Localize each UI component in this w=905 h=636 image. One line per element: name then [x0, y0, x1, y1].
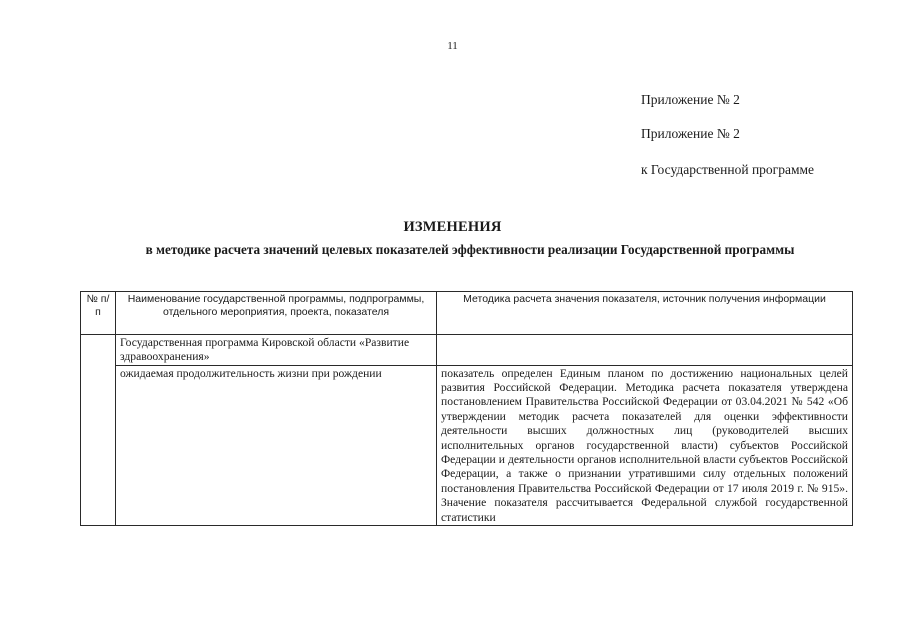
header-method: Методика расчета значения показателя, источник получения информации: [437, 292, 853, 335]
document-title: ИЗМЕНЕНИЯ: [403, 219, 502, 235]
indicator-name-cell: ожидаемая продолжительность жизни при рождении: [116, 365, 437, 525]
changes-table: [80, 291, 853, 526]
appendix-label: Приложение № 2: [641, 92, 740, 107]
program-method-cell: [437, 335, 853, 366]
table-header-row: [81, 292, 853, 335]
indicator-method-cell: показатель определен Единым планом по достижению национальных целей развития Российской Федерации. Методика расчета показателя утверждена постановлением Правительства Российской Федерации от 03.04.2021 № 542 «Об утверждении методик расчета показателей для оценки эффективности деятельности высших должностных лиц (руководителей высших исполнительных органов государственной власти) субъектов Российской Федерации и деятельности органов исполнительной власти субъектов Российской Федерации, а также о признании утратившими силу отдельных положений постановления Правительства Российской Федерации от 17 июля 2019 г. № 915». Значение показателя рассчитывается Федеральной службой государственной статистики: [437, 365, 853, 525]
header-name: Наименование государственной программы, подпрограммы, отдельного мероприятия, проекта, показателя: [116, 292, 437, 335]
row-number-cell: [81, 335, 116, 366]
row-number-cell: [81, 365, 116, 525]
header-number: № п/п: [81, 292, 116, 335]
table-row: [81, 365, 853, 525]
document-subtitle: в методике расчета значений целевых показателей эффективности реализации Государственной программы: [145, 242, 795, 257]
appendix-reference: к Государственной программе: [641, 162, 815, 177]
table-row: [81, 335, 853, 366]
page-number: 11: [447, 40, 458, 52]
appendix-label-repeat: Приложение № 2: [641, 126, 740, 141]
program-name-cell: Государственная программа Кировской области «Развитие здравоохранения»: [116, 335, 437, 366]
